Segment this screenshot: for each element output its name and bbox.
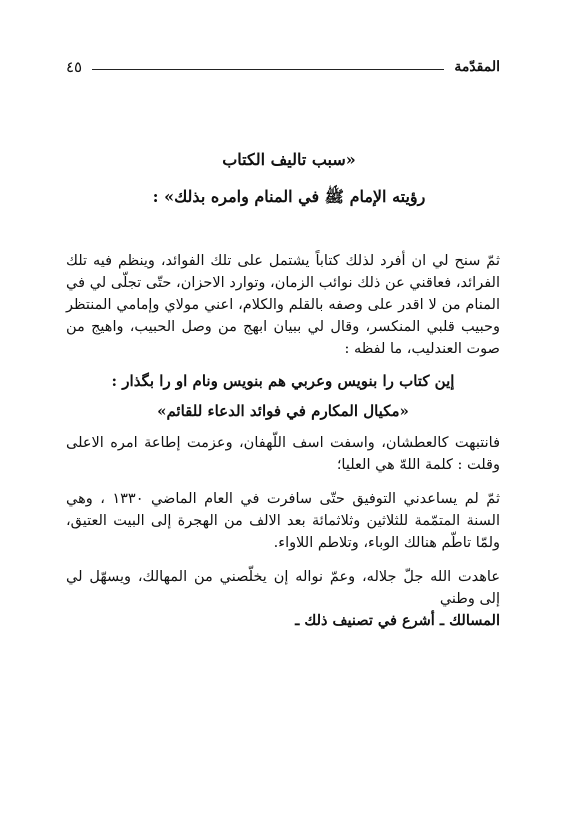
page-number: ٤٥: [66, 58, 83, 76]
paragraph-4-end: المسالك ـ أشرع في تصنيف ذلك ـ: [295, 612, 500, 629]
body-text: [66, 250, 500, 632]
persian-verse: إين كتاب را بنويس وعربي هم بنويس ونام او را بگذار :: [111, 372, 455, 390]
book-title-quote: «مكيال المكارم في فوائد الدعاء للقائم»: [157, 402, 409, 420]
paragraph-4-start: عاهدت الله جلّ جلاله، وعمّ نواله إن يخلّصني من المهالك، ويسهّل لي إلى وطني: [66, 569, 500, 607]
section-title-line1: «سبب تاليف الكتاب: [222, 150, 356, 169]
paragraph-2: فانتبهت كالعطشان، واسفت اسف اللّهفان، وعزمت إطاعة امره الاعلى وقلت : كلمة اللهّ هي العليا؛: [66, 435, 500, 473]
paragraph-1: ثمّ سنح لي ان أفرد لذلك كتاباً يشتمل على تلك الفوائد، وينظم فيه تلك الفرائد، فعاقني عن ذلك نوائب الزمان، وتوارد الاحزان، حتّى تجلّى لي في المنام من لا اقدر على وصفه بالقلم والكلام، اعني مولاي وإمامي المنتظر وحبيب قلبي المنكسر، وقال لي ببيان ابهج من وصل الحبيب، واهيج من صوت العندليب، ما لفظه :: [66, 253, 500, 357]
running-header: [66, 56, 500, 78]
header-rule: [92, 69, 444, 70]
section-title-line2: رؤيته الإمام ﷺ في المنام وامره بذلك» :: [152, 187, 426, 206]
running-title: المقدّمة: [454, 59, 500, 75]
paragraph-3: ثمّ لم يساعدني التوفيق حتّى سافرت في العام الماضي ١٣٣٠ ، وهي السنة المتمّمة للثلاثين وثلاثمائة بعد الالف من الهجرة إلى البيت العتيق، ولمّا تاطّم هنالك الوباء، وتلاطم اللاواء.: [66, 491, 500, 551]
